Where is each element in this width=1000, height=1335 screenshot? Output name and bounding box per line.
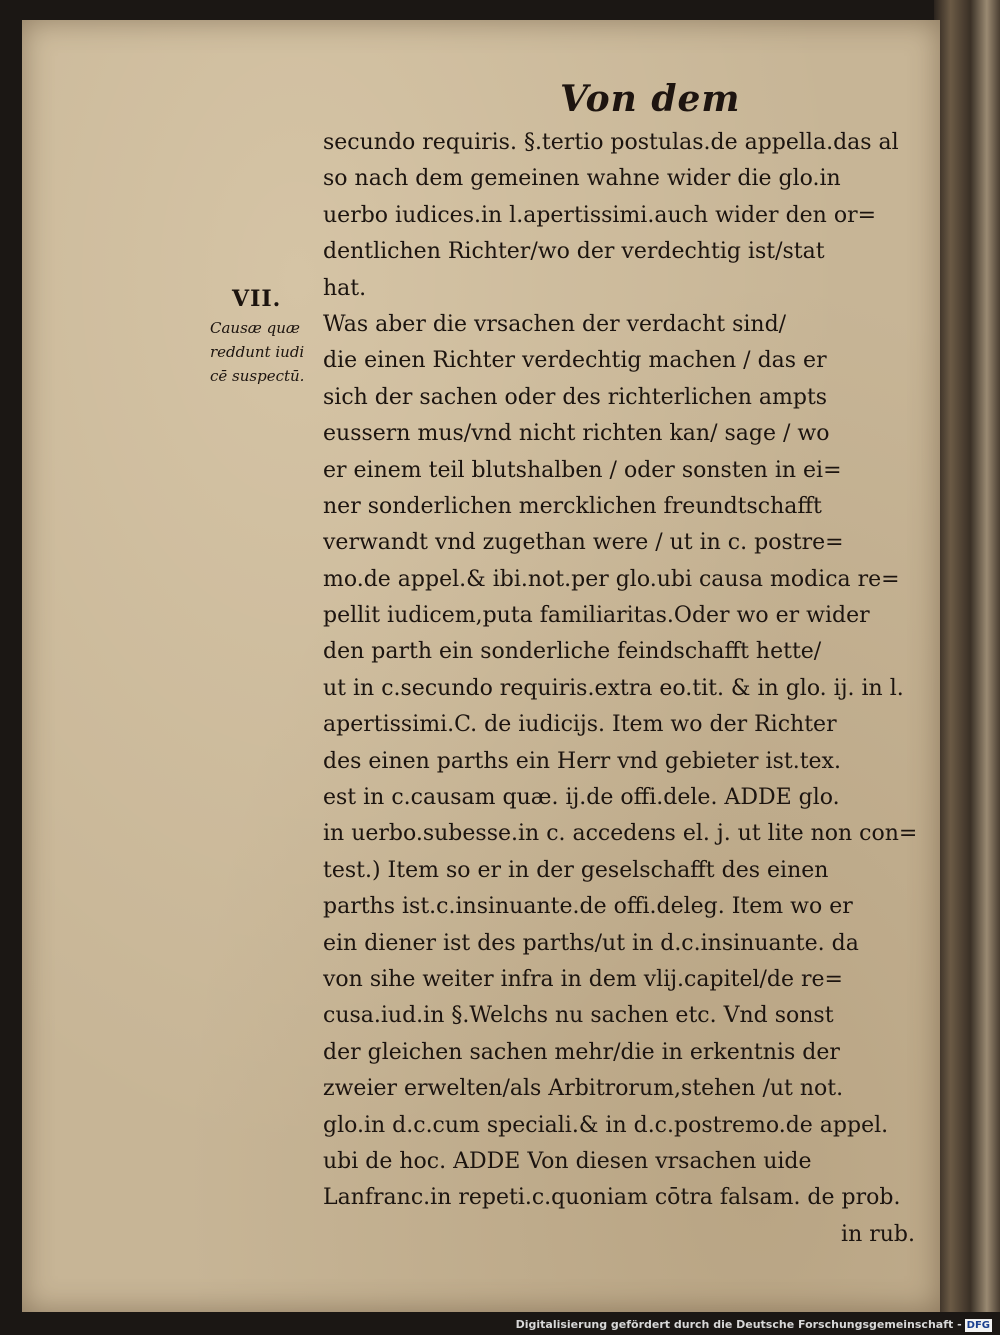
margin-section-numeral: VII. bbox=[232, 286, 282, 312]
text-line: des einen parths ein Herr vnd gebieter ist.tex. bbox=[323, 748, 841, 774]
credit-text: Digitalisierung gefördert durch die Deutsche Forschungsgemeinschaft - bbox=[515, 1318, 962, 1331]
margin-note-line: reddunt iudi bbox=[210, 343, 305, 361]
text-line: apertissimi.C. de iudicijs. Item wo der Richter bbox=[323, 712, 837, 738]
text-line: ut in c.secundo requiris.extra eo.tit. & in glo. ij. in l. bbox=[323, 675, 904, 701]
text-line: die einen Richter verdechtig machen / das er bbox=[323, 348, 827, 374]
text-line: uerbo iudices.in l.apertissimi.auch wider den or= bbox=[323, 202, 877, 228]
text-line: so nach dem gemeinen wahne wider die glo.in bbox=[323, 166, 841, 192]
text-line: in uerbo.subesse.in c. accedens el. j. ut lite non con= bbox=[323, 821, 918, 847]
text-line: hat. bbox=[323, 275, 367, 301]
text-line: Lanfranc.in repeti.c.quoniam cōtra falsam. de prob. bbox=[323, 1185, 901, 1211]
text-line: verwandt vnd zugethan were / ut in c. postre= bbox=[323, 530, 844, 556]
text-line: der gleichen sachen mehr/die in erkentnis der bbox=[323, 1039, 840, 1065]
margin-note-line: cē suspectū. bbox=[210, 367, 305, 385]
text-line: secundo requiris. §.tertio postulas.de appella.das al bbox=[323, 130, 899, 155]
text-line: parths ist.c.insinuante.de offi.deleg. Item wo er bbox=[323, 894, 853, 920]
page-edge bbox=[934, 0, 1000, 1312]
text-line: ein diener ist des parths/ut in d.c.insinuante. da bbox=[323, 930, 859, 956]
text-line: sich der sachen oder des richterlichen ampts bbox=[323, 384, 828, 410]
main-text bbox=[323, 125, 927, 1253]
text-line: mo.de appel.& ibi.not.per glo.ubi causa modica re= bbox=[323, 566, 900, 592]
text-line-catchword: in rub. bbox=[841, 1221, 915, 1247]
text-line: Was aber die vrsachen der verdacht sind/ bbox=[323, 311, 787, 337]
margin-note-line: Causæ quæ bbox=[210, 319, 301, 337]
text-line: den parth ein sonderliche feindschafft hette/ bbox=[323, 639, 822, 665]
text-line: glo.in d.c.cum speciali.& in d.c.postremo.de appel. bbox=[323, 1112, 889, 1138]
text-line: zweier erwelten/als Arbitrorum,stehen /ut not. bbox=[323, 1076, 844, 1102]
text-line: pellit iudicem,puta familiaritas.Oder wo er wider bbox=[323, 603, 870, 629]
text-line: dentlichen Richter/wo der verdechtig ist/stat bbox=[323, 239, 825, 265]
text-line: von sihe weiter infra in dem vlij.capitel/de re= bbox=[323, 966, 843, 992]
digitization-credit bbox=[516, 1318, 992, 1332]
running-head: Von dem bbox=[560, 78, 741, 120]
text-line: ner sonderlichen mercklichen freundtschafft bbox=[323, 493, 822, 519]
text-line: ubi de hoc. ADDE Von diesen vrsachen uide bbox=[323, 1148, 812, 1174]
text-line: est in c.causam quæ. ij.de offi.dele. ADDE glo. bbox=[323, 785, 840, 811]
text-line: cusa.iud.in §.Welchs nu sachen etc. Vnd sonst bbox=[323, 1003, 834, 1029]
text-line: er einem teil blutshalben / oder sonsten in ei= bbox=[323, 457, 842, 483]
text-line: eussern mus/vnd nicht richten kan/ sage / wo bbox=[323, 421, 830, 447]
margin-note bbox=[210, 316, 322, 388]
text-line: test.) Item so er in der geselschafft des einen bbox=[323, 857, 829, 883]
dfg-logo: DFG bbox=[966, 1320, 990, 1331]
